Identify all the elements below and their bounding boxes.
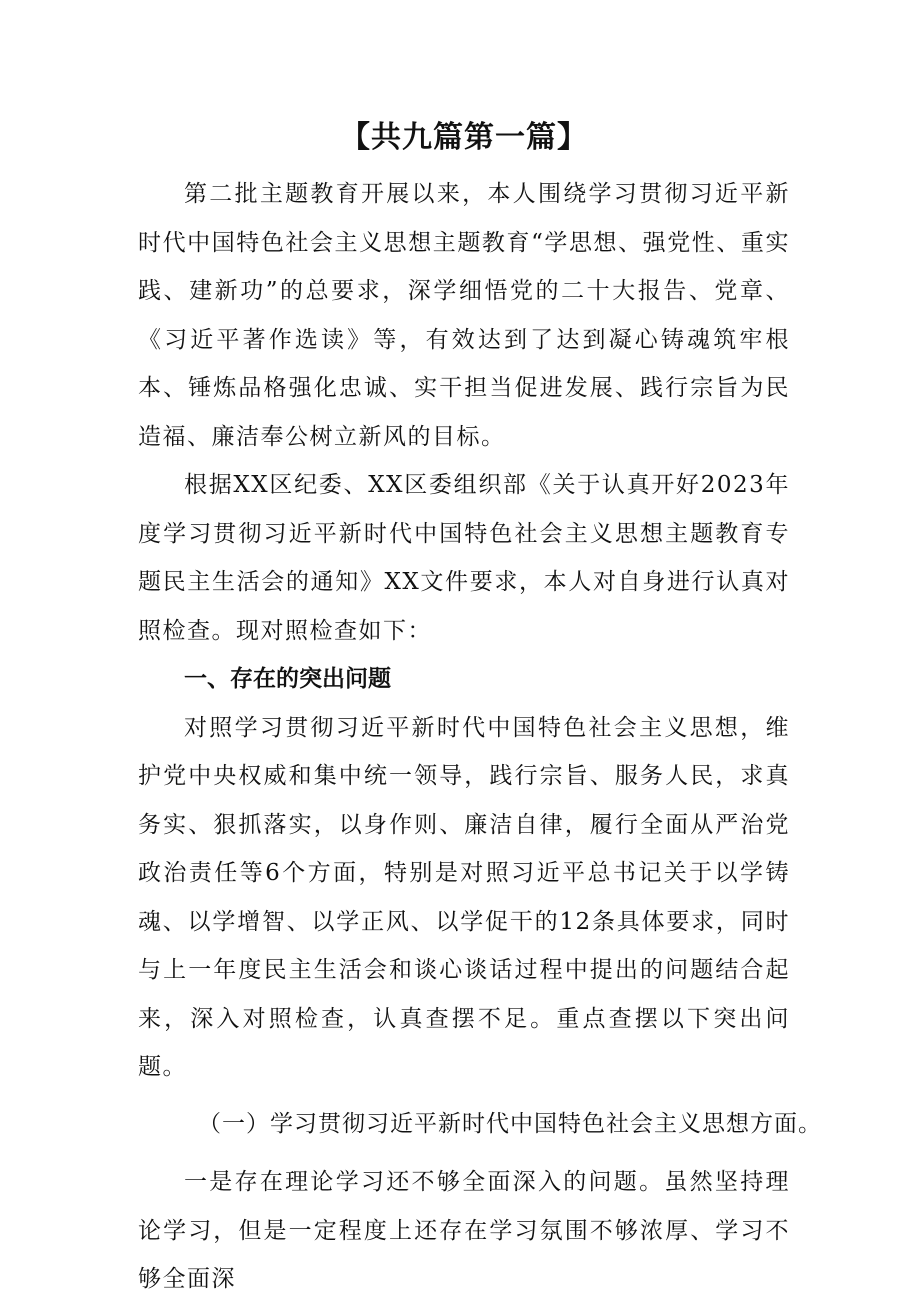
- section-heading-problems: 一、存在的突出问题: [184, 666, 391, 692]
- subsection-heading-theory: （一）学习贯彻习近平新时代中国特色社会主义思想方面。: [198, 1110, 822, 1137]
- document-title: 【共九篇第一篇】: [340, 120, 588, 155]
- paragraph-intro: 第二批主题教育开展以来，本人围绕学习贯彻习近平新时代中国特色社会主义思想主题教育“学思想、强党性、重实践、建新功”的总要求，深学细悟党的二十大报告、党章、《习近平著作选读》等，有效达到了达到凝心铸魂筑牢根本、锤炼品格强化忠诚、实干担当促进发展、践行宗旨为民造福、廉洁奉公树立新风的目标。: [138, 181, 790, 450]
- document-body: [138, 112, 822, 1304]
- paragraph-basis: 根据XX区纪委、XX区委组织部《关于认真开好2023年度学习贯彻习近平新时代中国特色社会主义思想主题教育专题民主生活会的通知》XX文件要求，本人对自身进行认真对照检查。现对照检查如下：: [138, 472, 790, 644]
- paragraph-comparison: 对照学习贯彻习近平新时代中国特色社会主义思想，维护党中央权威和集中统一领导，践行宗旨、服务人民，求真务实、狠抓落实，以身作则、廉洁自律，履行全面从严治党政治责任等6个方面，特别是对照习近平总书记关于以学铸魂、以学增智、以学正风、以学促干的12条具体要求，同时与上一年度民主生活会和谈心谈话过程中提出的问题结合起来，深入对照检查，认真查摆不足。重点查摆以下突出问题。: [138, 714, 790, 1080]
- paragraph-point-one: 一是存在理论学习还不够全面深入的问题。虽然坚持理论学习，但是一定程度上还存在学习氛围不够浓厚、学习不够全面深: [138, 1169, 790, 1292]
